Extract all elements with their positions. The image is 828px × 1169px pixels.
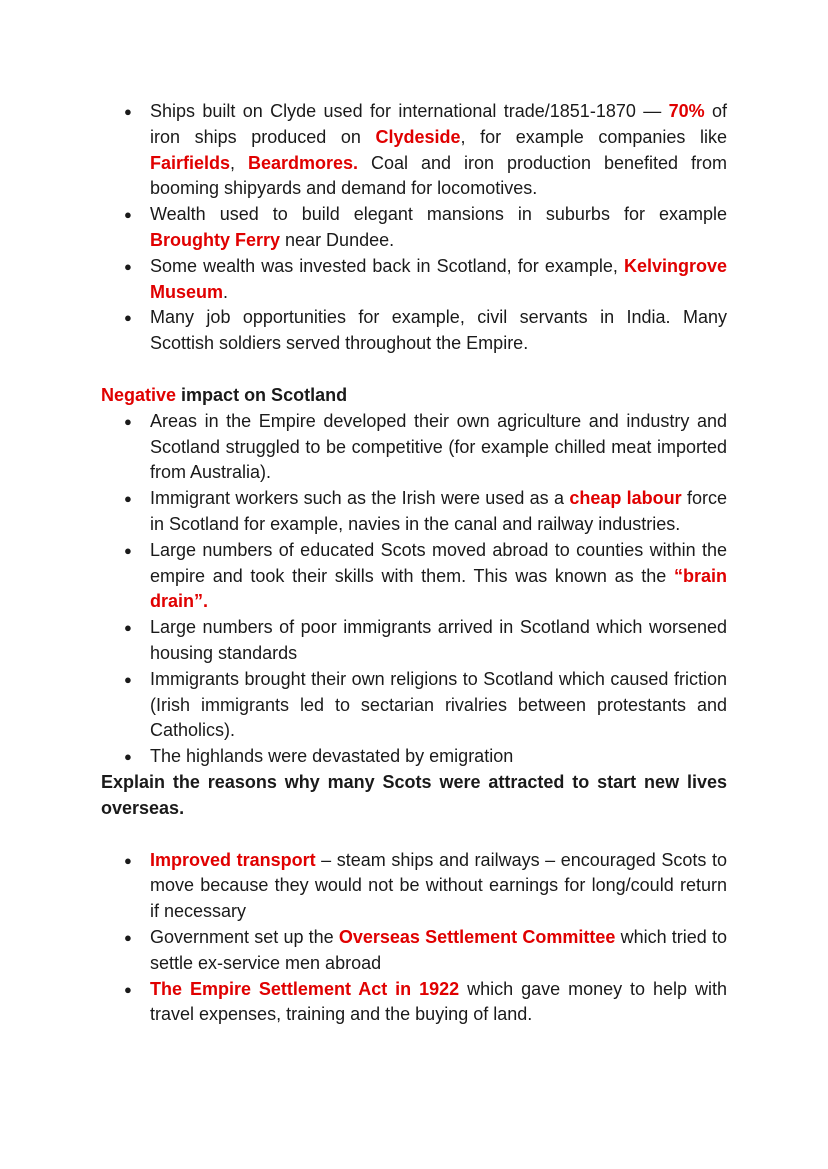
impact-list [101, 99, 727, 357]
text-run: Large numbers of poor immigrants arrived in Scotland which worsened housing standards [150, 617, 727, 663]
text-run: Large numbers of educated Scots moved abroad to counties within the empire and took their skills with them. This was known as the [150, 539, 727, 586]
text-run: Some wealth was invested back in Scotland, for example, [150, 255, 624, 276]
list-item [101, 615, 727, 667]
text-run: Wealth used to build elegant mansions in suburbs for example [150, 204, 727, 225]
document-page [101, 99, 727, 1028]
text-run: The highlands were devastated by emigration [150, 746, 514, 767]
text-run: . [223, 281, 229, 302]
text-run: Many job opportunities for example, civil servants in India. Many Scottish soldiers served throughout the Empire. [150, 307, 727, 354]
highlighted-text: Clydeside [375, 126, 461, 147]
list-item [101, 977, 727, 1029]
text-run: , for example companies like [460, 126, 727, 147]
text-run: , [230, 152, 248, 173]
text-run: Government set up the [150, 926, 339, 947]
list-item [101, 925, 727, 977]
highlighted-text: 70% [668, 101, 705, 121]
highlighted-text: Improved transport [150, 849, 316, 870]
list-item [101, 202, 727, 254]
text-run: Areas in the Empire developed their own agriculture and industry and Scotland struggled to be competitive (for example chilled meat imported from Australia). [150, 410, 727, 483]
list-item [101, 305, 727, 357]
highlighted-text: Fairfields [150, 152, 231, 173]
text-run: Immigrant workers such as the Irish were used as a [150, 488, 570, 509]
text-run: which tried to settle ex-service men abroad [150, 926, 727, 973]
list-item [101, 486, 727, 538]
heading-rest: impact on Scotland [176, 384, 348, 405]
text-run: near Dundee. [280, 229, 395, 250]
highlighted-text: Beardmores. [248, 152, 359, 173]
list-item [101, 667, 727, 744]
text-run: – steam ships and railways – encouraged Scots to move because they would not be without earnings for long/could return if necessary [150, 849, 727, 922]
text-run: Ships built on Clyde used for international trade/1851-1870 — [150, 101, 669, 121]
spacer [101, 357, 727, 383]
list-item [101, 848, 727, 925]
question-heading: Explain the reasons why many Scots were attracted to start new lives overseas. [101, 771, 727, 818]
spacer [101, 822, 727, 848]
negative-impact-list [101, 409, 727, 770]
highlighted-text: Overseas Settlement Committee [338, 926, 616, 947]
list-item [101, 409, 727, 486]
highlighted-text: The Empire Settlement Act in 1922 [150, 978, 460, 999]
text-run: of iron ships produced on [150, 101, 728, 147]
text-run: which gave money to help with travel expenses, training and the buying of land. [150, 978, 727, 1025]
highlighted-text: “brain drain”. [150, 565, 727, 612]
highlighted-text: Broughty Ferry [150, 229, 281, 250]
text-run: Immigrants brought their own religions to Scotland which caused friction (Irish immigrants led to sectarian rivalries between protestants and Catholics). [150, 668, 727, 741]
heading-negative-word: Negative [101, 384, 177, 405]
list-item [101, 254, 727, 306]
list-item [101, 538, 727, 615]
highlighted-text: Kelvingrove Museum [150, 255, 727, 302]
list-item [101, 99, 727, 202]
reasons-list [101, 848, 727, 1029]
text-run: Coal and iron production benefited from booming shipyards and demand for locomotives. [150, 152, 727, 199]
negative-impact-heading [101, 383, 727, 409]
highlighted-text: cheap labour [569, 488, 682, 509]
list-item [101, 744, 727, 770]
text-run: force in Scotland for example, navies in the canal and railway industries. [150, 488, 727, 534]
